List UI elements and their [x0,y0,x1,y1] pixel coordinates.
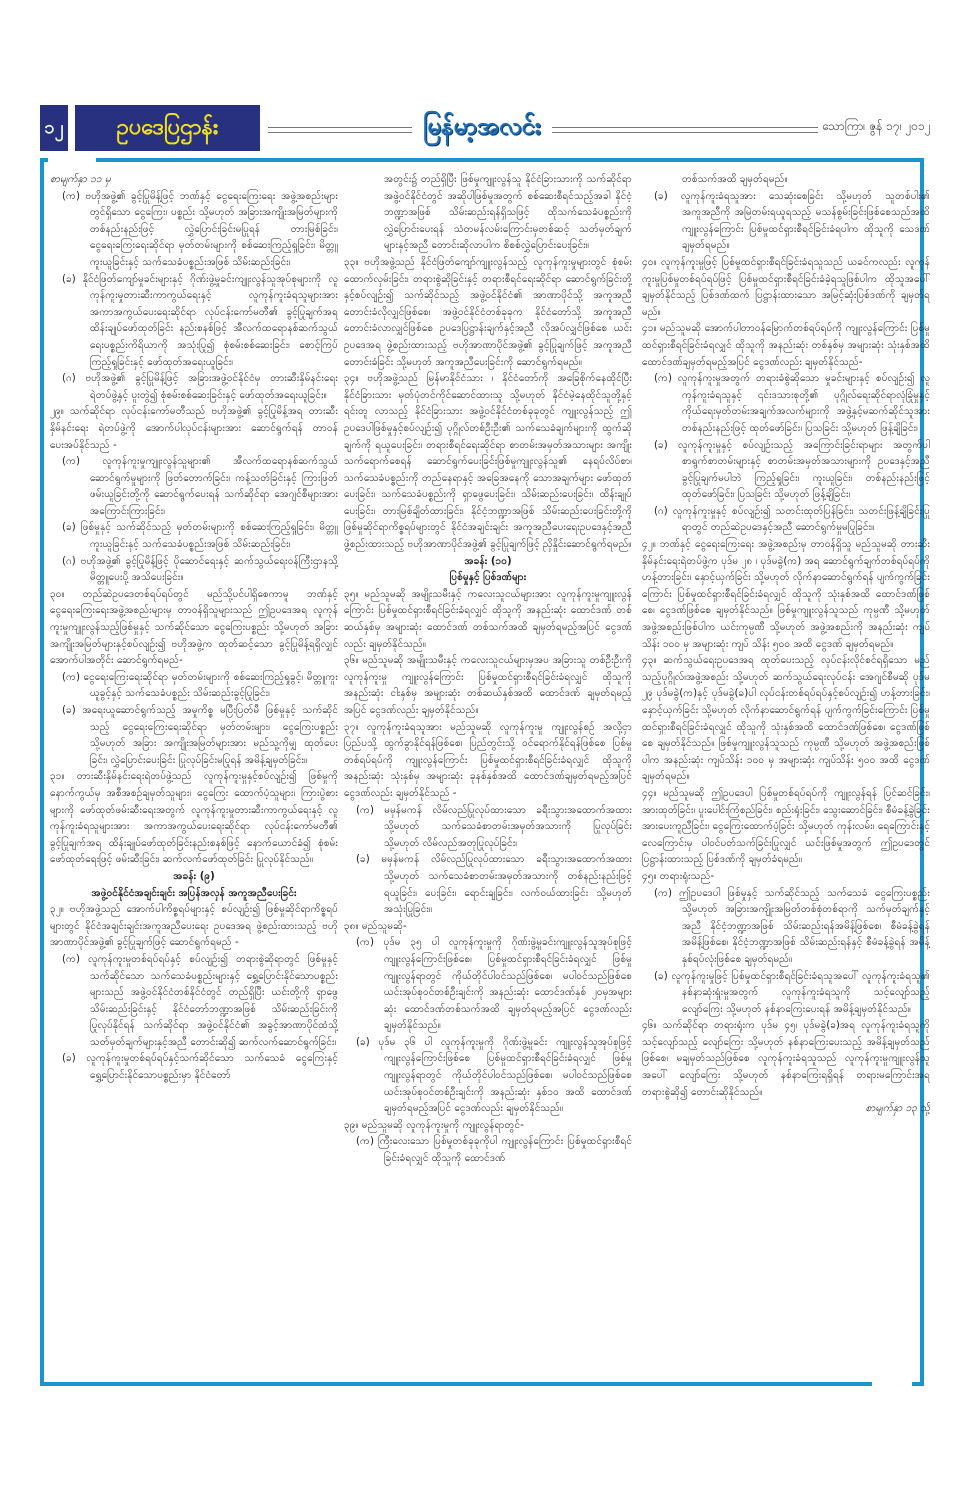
page-number: ၁၂ [40,105,68,151]
sub-clause: (ဂ) လူကုန်ကူးမှုနှင့် စပ်လျဉ်း၍ သတင်းထုတ်ပြန်ခြင်း၊ သတင်းဖြန့်ချိခြင်းပြုရာတွင် တည်ဆဲဥပဒေနှင့်အညီ ဆောင်ရွက်မှုမပြုခြင်း။ [654,505,930,534]
sub-clause: (ဂ) ဗဟိုအဖွဲ့၏ ခွင့်ပြုမိန့်ဖြင့် အခြားအဖွဲ့ဝင်နိုင်ငံမှ တားဆီးနှိမ်နင်းရေးရဲတပ်ဖွဲ့နှင့် ပူးတွဲ၍ စုံစမ်းစစ်ဆေးခြင်းနှင့် ဖော်ထုတ်အရေးယူခြင်း။ [62,373,338,401]
column-1 [50,172,338,1377]
masthead-logo: မြန်မာ့အလင်း [423,112,541,140]
sub-clause: (ခ) လူကုန်ကူးမှုဖြင့် ပြစ်မှုထင်ရှားစီရင်ခြင်းခံရသူအပေါ် လူကုန်ကူးခံရသူ၏ နစ်နာဆုံးရှုံးမှုအတွက် လူကုန်ကူးခံရသူကို သင့်လျော်သည့်လျော်ကြေး သို့မဟုတ် နစ်နာကြေးပေးရန် အမိန့်ချမှတ်နိုင်သည်။ [654,970,930,1015]
sub-clause: (ဂ) ဗဟိုအဖွဲ့၏ ခွင့်ပြုမိန့်ဖြင့် ပိုဆောင်ရေးနှင့် ဆက်သွယ်ရေးဝန်ကြီးဌာနသို့ မိတ္တူပေးပို့ အသိပေးခြင်း။ [62,555,338,584]
paragraph: ၃၀။ တည်ဆဲဥပဒေတစ်ရပ်ရပ်တွင် မည်သို့ပင်ပါရှိစေကာမူ ဘဏ်နှင့် ငွေရေးကြေးရေးအဖွဲ့အစည်းများမှ တာဝန်ရှိသူများသည် ဤဥပဒေအရ လူကုန်ကူးမှုကျူးလွန်သည့်ဖြစ်မှုနှင့် သက်ဆိုင်သော ငွေကြေးပစ္စည်း သို့မဟုတ် အခြားအကျိုးအမြတ်များနှင့်စပ်လျဉ်း၍ ဗဟိုအဖွဲ့က ထုတ်ဆင့်သော ခွင့်ပြုမိန့်ရရှိလျှင် အောက်ပါအတိုင်း ဆောင်ရွက်ရမည်- [50,588,338,667]
continued-to: စာမျက်နှာ ၁၃ သို့ [865,1103,930,1115]
sub-clause: (က) လူကုန်ကူးမှုကျူးလွန်သူများ၏ အီလက်ထရောနစ်ဆက်သွယ်ဆောင်ရွက်မှုများကို ဖြတ်တောက်ခြင်း၊ ကန့်သတ်ခြင်းနှင့် ကြားဖြတ်ဖမ်းယူခြင်းတို့ကို ဆောင်ရွက်ပေးရန် သက်ဆိုင်ရာ အေဂျင်စီများအား အကြောင်းကြားခြင်း၊ [62,456,338,517]
dateline: သောကြာ၊ ဇွန် ၁၇၊ ၂၀၁၂ [822,119,931,133]
paragraph: ၄၃။ ဆက်သွယ်ရေးဥပဒေအရ ထုတ်ပေးသည့် လုပ်ငန်းလိုင်စင်ရရှိသော မည်သည့်ပုဂ္ဂိုလ်၊အဖွဲ့အစည်း သို့မဟုတ် ဆက်သွယ်ရေးလုပ်ငန်း အေဂျင်စီမဆို ပုဒ်မ ၂၉ ပုဒ်မခွဲ(က)နှင့် ပုဒ်မခွဲ(ခ)ပါ လုပ်ငန်းတစ်ရပ်ရပ်နှင့်စပ်လျဉ်း၍ ဟန့်တားခြင်း၊ နှောင့်ယှက်ခြင်း သို့မဟုတ် လိုက်နာဆောင်ရွက်ရန် ပျက်ကွက်ခြင်းကြောင်း ပြစ်မှုထင်ရှားစီရင်ခြင်းခံရလျှင် ထိုသူကို သုံးနှစ်အထိ ထောင်ဒဏ်ဖြစ်စေ၊ ငွေဒဏ်ဖြစ်စေ ချမှတ်နိုင်သည်။ ဖြစ်မှုကျူးလွန်သူသည် ကုမ္ပဏီ သို့မဟုတ် အဖွဲ့အစည်းဖြစ်ပါက အနည်းဆုံး ကျပ်သိန်း ၁၀၀ မှ အများဆုံး ကျပ်သိန်း ၅၀၀ အထိ ငွေဒဏ်ချမှတ်ရမည်။ [642,655,930,783]
paragraph: ၃၃။ ဗဟိုအဖွဲ့သည် နိုင်ငံဖြတ်ကျော်ကျူးလွန်သည့် လူကုန်ကူးမှုများတွင် စုံစမ်းထောက်လှမ်းခြင်း၊ တရားစွဲဆိုခြင်းနှင့် တရားစီရင်ရေးဆိုင်ရာ ဆောင်ရွက်ခြင်းတို့နှင့်စပ်လျဉ်း၍ သက်ဆိုင်သည့် အဖွဲ့ဝင်နိုင်ငံ၏ အာဏာပိုင်သို့ အကူအညီတောင်းခံလိုလျှင်ဖြစ်စေ၊ အဖွဲ့ဝင်နိုင်ငံတစ်ခုခုက နိုင်ငံတော်သို့ အကူအညီတောင်းခံလာလျှင်ဖြစ်စေ ဥပဒေပြဋ္ဌာန်းချက်နှင့်အညီ လိုအပ်လျှင်ဖြစ်စေ ယင်းဥပဒေအရ ဖွဲ့စည်းထားသည့် ဗဟိုအာဏာပိုင်အဖွဲ့၏ ခွင့်ပြုချက်ဖြင့် အကူအညီ တောင်းခံခြင်း သို့မဟုတ် အကူအညီပေးခြင်းကို ဆောင်ရွက်ရမည်။ [344,256,632,368]
sub-clause: (ခ) လူကုန်ကူးခံရသူအား သေဆုံးစေခြင်း သို့မဟုတ် သူတစ်ပါး၏ အကူအညီကို အမြဲတမ်းရယူရသည့် မသန်စွမ်းခြင်းဖြစ်စေသည်အထိ ကျူးလွန်ကြောင်း ပြစ်မှုထင်ရှားစီရင်ခြင်းခံရပါက ထိုသူကို သေဒဏ်ချမှတ်ရမည်။ [654,190,930,252]
sub-clause: (ခ) ပုဒ်မ ၃၆ ပါ လူကုန်ကူးမှုကို ဂိုဏ်းဖွဲ့မှုခင်း ကျူးလွန်သူအုပ်စုဖြင့် ကျူးလွန်ကြောင်းဖြစ်စေ ပြစ်မှုထင်ရှားစီရင်ခြင်းခံရလျှင် ဖြစ်မှုကျူးလွန်ရာတွင် ကိုယ်တိုင်ပါဝင်သည်ဖြစ်စေ၊ မပါဝင်သည်ဖြစ်စေ ယင်းအုပ်စုဝင်တစ်ဦးချင်းကို အနည်းဆုံး နှစ်၁၀ အထိ ထောင်ဒဏ် ချမှတ်ရမည့်အပြင် ငွေဒဏ်လည်း ချမှတ်နိုင်သည်။ [356,1036,632,1115]
paragraph: ၃၅။ မည်သူမဆို အမျိုးသမီးနှင့် ကလေးသူငယ်များအား လူကုန်ကူးမှုကျူးလွန်ကြောင်း ပြစ်မှုထင်ရှားစီရင်ခြင်းခံရလျှင် ထိုသူကို အနည်းဆုံး ထောင်ဒဏ် တစ်ဆယ်နှစ်မှ အများဆုံး ထောင်ဒဏ် တစ်သက်အထိ ချမှတ်ရမည့်အပြင် ငွေဒဏ်လည်း ချမှတ်နိုင်သည်။ [344,588,632,650]
paragraph: ၃၆။ မည်သူမဆို အမျိုးသမီးနှင့် ကလေးသူငယ်များမှအပ အခြားသူ တစ်ဦးဦးကို လူကုန်ကူးမှု ကျူးလွန်ကြောင်း ပြစ်မှုထင်ရှားစီရင်ခြင်းခံရလျှင် ထိုသူကို အနည်းဆုံး ငါးနှစ်မှ အများဆုံး တစ်ဆယ်နှစ်အထိ ထောင်ဒဏ် ချမှတ်ရမည့်အပြင် ငွေဒဏ်လည်း ချမှတ်နိုင်သည်။ [344,655,632,716]
section-title: ဥပဒေပြဌာန်း [75,105,260,151]
sub-clause: (ခ) ဖြစ်မှုနှင့် သက်ဆိုင်သည့် မှတ်တမ်းများကို စစ်ဆေးကြည့်ရှုခြင်း၊ မိတ္တူကူးယူခြင်းနှင့် သက်သေခံပစ္စည်းအဖြစ် သိမ်းဆည်းခြင်း၊ [62,522,338,551]
sub-clause: (က) ဗဟိုအဖွဲ့၏ ခွင့်ပြုမိန့်ဖြင့် ဘဏ်နှင့် ငွေရေးကြေးရေး အဖွဲ့အစည်းများတွင်ရှိသော ငွေကြေး၊ ပစ္စည်း သို့မဟုတ် အခြားအကျိုးအမြတ်များကို တစ်နည်းနည်းဖြင့် လွှဲပြောင်းခြင်းမပြုရန် တားမြစ်ခြင်း၊ ငွေရေးကြေးရေးဆိုင်ရာ မှတ်တမ်းများကို စစ်ဆေးကြည့်ရှုခြင်း၊ မိတ္တူကူးယူခြင်းနှင့် သက်သေခံပစ္စည်းအဖြစ် သိမ်းဆည်းခြင်း၊ [62,190,338,268]
sub-clause: (ခ) နိုင်ငံဖြတ်ကျော်မှုခင်းများနှင့် ဂိုဏ်းဖွဲ့မှုခင်းကျူးလွန်သူအုပ်စုများကို လူကုန်ကူးမှုတားဆီးကာကွယ်ရေးနှင့် လူကုန်ကူးခံရသူများအား အကာအကွယ်ပေးရေးဆိုင်ရာ လုပ်ငန်းကော်မတီ၏ ခွင့်ပြုချက်အရ ထိန်းချုပ်ဖော်ထုတ်ခြင်း နည်းစနစ်ဖြင့် အီလက်ထရောနစ်ဆက်သွယ်ရေးပစ္စည်းကိရိယာကို အသုံးပြု၍ စုံစမ်းစစ်ဆေးခြင်း၊ စောင့်ကြပ်ကြည့်ရှုခြင်းနှင့် ဖော်ထုတ်အရေးယူခြင်း၊ [62,273,338,368]
sub-clause: (က) ပုဒ်မ ၃၅ ပါ လူကုန်ကူးမှုကို ဂိုဏ်းဖွဲ့မှုခင်းကျူးလွန်သူအုပ်စုဖြင့် ကျူးလွန်ကြောင်းဖြစ်စေ၊ ပြစ်မှုထင်ရှားစီရင်ခြင်းခံရလျှင် ဖြစ်မှုကျူးလွန်ရာတွင် ကိုယ်တိုင်ပါဝင်သည်ဖြစ်စေ၊ မပါဝင်သည်ဖြစ်စေ ယင်းအုပ်စုဝင်တစ်ဦးချင်းကို အနည်းဆုံး ထောင်ဒဏ်နှစ် ၂၀မှအများဆုံး ထောင်ဒဏ်တစ်သက်အထိ ချမှတ်ရမည့်အပြင် ငွေဒဏ်လည်း ချမှတ်နိုင်သည်။ [356,937,632,1032]
sub-clause: (ခ) မမှန်မကန် လိမ်လည်ပြုလုပ်ထားသော ခရီးသွားအထောက်အထား သို့မဟုတ် သက်သေခံစာတမ်းအမှတ်အသားကို တစ်နည်းနည်းဖြင့် ရယူခြင်း၊ ပေးခြင်း၊ ရောင်းချခြင်း၊ လက်ဝယ်ထားခြင်း သို့မဟုတ် အသုံးပြုခြင်း။ [356,854,632,916]
sub-clause: (က) မမှန်မကန် လိမ်လည်ပြုလုပ်ထားသော ခရီးသွားအထောက်အထား သို့မဟုတ် သက်သေခံစာတမ်းအမှတ်အသားကို ပြုလုပ်ခြင်း သို့မဟုတ် လိမ်လည်အတုပြုလုပ်ခြင်း၊ [356,804,632,849]
column-3 [642,172,930,1377]
frame-gap [48,154,96,164]
sub-clause: (ခ) အရေးယူဆောင်ရွက်သည့် အမှုကိစ္စ မပြီးပြတ်မီ ဖြစ်မှုနှင့် သက်ဆိုင်သည့် ငွေရေးကြေးရေးဆိုင်ရာ မှတ်တမ်းများ၊ ငွေကြေးပစ္စည်း သို့မဟုတ် အခြား အကျိုးအမြတ်များအား မည်သူ့ကိုမျှ ထုတ်ပေးခြင်း၊ လွှဲပြောင်းပေးခြင်း ပြုလုပ်ခြင်းမပြုရန် အမိန့်ချမှတ်ခြင်း။ [62,705,338,766]
paragraph: ၄၅။ တရားရုံးသည်- [642,870,715,882]
paragraph: ၃၂။ ဗဟိုအဖွဲ့သည် အောက်ပါကိစ္စရပ်များနှင့် စပ်လျဉ်း၍ ဖြစ်မှုဆိုင်ရာကိစ္စရပ်များတွင် နိုင်ငံအချင်းချင်းအကူအညီပေးရေး ဥပဒေအရ ဖွဲ့စည်းထားသည့် ဗဟိုအာဏာပိုင်အဖွဲ့၏ ခွင့်ပြုချက်ဖြင့် ဆောင်ရွက်ရမည် - [50,904,338,949]
header-rule-right [552,127,818,133]
paragraph: ၂၉။ သက်ဆိုင်ရာ လုပ်ငန်းကော်မတီသည် ဗဟိုအဖွဲ့၏ ခွင့်ပြုမိန့်အရ တားဆီးနှိမ်နင်းရေး ရဲတပ်ဖွဲ့ကို အောက်ပါလုပ်ငန်းများအား ဆောင်ရွက်ရန် တာဝန်ပေးအပ်နိုင်သည် - [50,406,338,451]
sub-clause: (က) ဤဥပဒေပါ ဖြစ်မှုနှင့် သက်ဆိုင်သည့် သက်သေခံ ငွေကြေးပစ္စည်း သို့မဟုတ် အခြားအကျိုးအမြတ်တစ်စုံတစ်ရာကို သက်မှတ်ချက်နှင့်အညီ နိုင်ငံ့ဘဏ္ဍာအဖြစ် သိမ်းဆည်းရန်အမိန့်ဖြစ်စေ၊ စီမံခန့်ခွဲရန်အမိန့်ဖြစ်စေ၊ နိုင်ငံ့ဘဏ္ဍာအဖြစ် သိမ်းဆည်းရန်နှင့် စီမံခန့်ခွဲရန် အမိန့်နှစ်ရပ်လုံးဖြစ်စေ ချမှတ်ရမည်။ [654,887,930,965]
paragraph: ၃၉။ မည်သူမဆို လူကုန်ကူးမှုကို ကျူးလွန်ရာတွင်- [344,1119,524,1131]
paragraph-continued: အတွင်း၌ တည်ရှိပြီး ဖြစ်မှုကျူးလွန်သူ နိုင်ငံခြားသားကို သက်ဆိုင်ရာ အဖွဲ့ဝင်နိုင်ငံတွင် အဆိုပါဖြစ်မှုအတွက် စစ်ဆေးစီရင်သည့်အခါ နိုင်ငံ့ဘဏ္ဍာအဖြစ် သိမ်းဆည်းရန်ရှိသဖြင့် ထိုသက်သေခံပစ္စည်းကို လွှဲပြောင်းပေးရန် သံတမန်လမ်းကြောင်းမှတစ်ဆင့် သတ်မှတ်ချက်များနှင့်အညီ တောင်းဆိုလာပါက စိစစ်လွှဲပြောင်းပေးခြင်း။ [384,174,632,252]
paragraph: ၄၆။ သက်ဆိုင်ရာ တရားရုံးက ပုဒ်မ ၄၅၊ ပုဒ်မခွဲ(ခ)အရ လူကုန်ကူးခံရသူကို သင့်လျော်သည့် လျော်ကြေး သို့မဟုတ် နစ်နာကြေးပေးသည့် အမိန့်ချမှတ်သည်ဖြစ်စေ၊ မချမှတ်သည်ဖြစ်စေ လူကုန်ကူးခံရသူသည် လူကုန်ကူးမှုကျူးလွန်သူအပေါ် လျော်ကြေး သို့မဟုတ် နစ်နာကြေးရရှိရန် တရားမကြောင်းအရ တရားစွဲဆို၍ တောင်းဆိုနိုင်သည်။ [642,1020,930,1098]
paragraph-continued: တစ်သက်အထိ ချမှတ်ရမည်။ [682,174,788,185]
paragraph: ၄၂။ ဘဏ်နှင့် ငွေရေးကြေးရေး အဖွဲ့အစည်းမှ တာဝန်ရှိသူ မည်သူမဆို တားဆီးနှိမ်နင်းရေးရဲတပ်ဖွဲ့က ပုဒ်မ ၂၈ ၊ ပုဒ်မခွဲ(က) အရ ဆောင်ရွက်ချက်တစ်ရပ်ရပ်ကို ဟန့်တားခြင်း၊ နှောင့်ယှက်ခြင်း သို့မဟုတ် လိုက်နာဆောင်ရွက်ရန် ပျက်ကွက်ခြင်းကြောင်း ပြစ်မှုထင်ရှားစီရင်ခြင်းခံရလျှင် ထိုသူကို သုံးနှစ်အထိ ထောင်ဒဏ်ဖြစ်စေ၊ ငွေဒဏ်ဖြစ်စေ ချမှတ်နိုင်သည်။ ဖြစ်မှုကျူးလွန်သူသည် ကုမ္ပဏီ သို့မဟုတ် အဖွဲ့အစည်းဖြစ်ပါက ယင်းကုမ္ပဏီ သို့မဟုတ် အဖွဲ့အစည်းကို အနည်းဆုံး ကျပ် သိန်း ၁၀၀ မှ အများဆုံး ကျပ် သိန်း ၅၀၀ အထိ ငွေဒဏ် ချမှတ်ရမည်။ [642,539,930,650]
sub-clause: (က) လူကုန်ကူးမှုတစ်ရပ်ရပ်နှင့် စပ်လျဉ်း၍ တရားစွဲဆိုရာတွင် ဖြစ်မှုနှင့်သက်ဆိုင်သော သက်သေခံပစ္စည်းများနှင့် ရွှေ့ပြောင်းနိုင်သောပစ္စည်းများသည် အဖွဲ့ဝင်နိုင်ငံတစ်နိုင်ငံတွင် တည်ရှိပြီး ယင်းတို့ကို ရှာဖွေသိမ်းဆည်းခြင်းနှင့် နိုင်ငံတော်ဘဏ္ဍာအဖြစ် သိမ်းဆည်းခြင်းကို ပြုလုပ်နိုင်ရန် သက်ဆိုင်ရာ အဖွဲ့ဝင်နိုင်ငံ၏ အခွင့်အာဏာပိုင်ထံသို့ သတ်မှတ်ချက်များနှင့်အညီ တောင်းဆို၍ ဆက်လက်ဆောင်ရွက်ခြင်း၊ [62,953,338,1048]
sub-clause: (ခ) လူကုန်ကူးမှုတစ်ရပ်ရပ်နှင့်သက်ဆိုင်သော သက်သေခံ ငွေကြေးနှင့် ရွှေ့ပြောင်းနိုင်သောပစ္စည်းမှာ နိုင်ငံတော် [62,1053,338,1082]
paragraph: ၄၄။ မည်သူမဆို ဤဥပဒေပါ ပြစ်မှုတစ်ရပ်ရပ်ကို ကျူးလွန်ရန် ပြင်ဆင်ခြင်း၊ အားထုတ်ခြင်း၊ ပူးပေါင်းကြံစည်ခြင်း၊ စည်းရုံးခြင်း၊ သွေးဆောင်ခြင်း၊ စီမံခန့်ခွဲခြင်းအားပေးကူညီခြင်း၊ ငွေကြေးထောက်ပံ့ခြင်း သို့မဟုတ် ကုန်းလမ်း၊ ရေကြောင်းနှင့် လေကြောင်းမှ ပါဝင်ပတ်သက်ခြင်းပြုလျှင် ယင်းဖြစ်မှုအတွက် ဤဥပဒေတွင် ပြဋ္ဌာန်းထားသည့် ပြစ်ဒဏ်ကို ချမှတ်ခံရမည်။ [642,787,930,866]
paragraph: ၄၁။ မည်သူမဆို အောက်ပါတာဝန်မြောက်တစ်ရပ်ရပ်ကို ကျူးလွန်ကြောင်း ပြစ်မှုထင်ရှားစီရင်ခြင်းခံရလျှင် ထိုသူကို အနည်းဆုံး တစ်နှစ်မှ အများဆုံး သုံးနှစ်အထိ ထောင်ဒဏ်ချမှတ်ရမည့်အပြင် ငွေဒဏ်လည်း ချမှတ်နိုင်သည်- [642,323,930,368]
section-heading: အဖွဲ့ဝင်နိုင်ငံအချင်းချင်း အပြန်အလှန် အကူအညီပေးခြင်း [91,887,297,899]
sub-clause: (က) လူကုန်ကူးမှုအတွက် တရားခံစွဲဆိုသော မှုခင်းများနှင့် စပ်လျဉ်း၍ လူကုန်ကူးခံရသူနှင့် ၎င်းဒသားစုတို့၏ ပုဂ္ဂိုလ်ရေးဆိုင်ရာလုံခြုံမှုနှင့် ကိုယ်ရေးမှတ်တမ်းအချက်အလက်များကို အဖွဲ့နှင့်မဆက်ဆိုင်သူအား တစ်နည်းနည်းဖြင့် ထုတ်ဖော်ခြင်း၊ ပြသခြင်း သို့မဟုတ် ဖြန့်ချိခြင်း၊ [654,373,930,434]
section-heading: ပြစ်မှုနှင့် ပြစ်ဒဏ်များ [449,572,527,584]
frame-gap [872,1380,912,1390]
sub-clause: (က) ကြီးလေးသော ပြစ်မှုတစ်ခုခုကိုပါ ကျူးလွန်ကြောင်း ပြစ်မှုထင်ရှားစီရင်ခြင်းခံရလျှင် ထိုသူကို ထောင်ဒဏ် [356,1136,632,1165]
paragraph: ၃၄။ ဗဟိုအဖွဲ့သည် မြန်မာနိုင်ငံသား ၊ နိုင်ငံတော်ကို အခြေစိုက်နေထိုင်ပြီး နိုင်ငံခြားသား မှတ်ပုံတင်ကိုင်ဆောင်ထားသူ သို့မဟုတ် နိုင်ငံမဲ့နေထိုင်သူတို့နှင့်ရင်းတူ လာသည့် နိုင်ငံခြားသား အဖွဲ့ဝင်နိုင်ငံတစ်ခုခုတွင် ကျူးလွန်သည့် ဤဥပဒေပါဖြစ်မှုနှင့်စပ်လျဉ်း၍ ပုဂ္ဂိုလ်တစ်ဦးဦး၏ သက်သေခံချက်များကို ထွက်ဆိုချက်ကို ရယူပေးခြင်း၊ တရားစီရင်ရေးဆိုင်ရာ စာတမ်းအမှတ်အသားများ အကျိုးသက်ရောက်စေရန် ဆောင်ရွက်ပေးခြင်းဖြစ်မှုကျူးလွန်သူ၏ နေရပ်လိပ်စာ၊ သက်သေခံပစ္စည်းကို တည်နေရာနှင့် အခြေအနေကို သောအချက်များ ဖော်ထုတ်ပေးခြင်း၊ သက်သေခံပစ္စည်းကို ရှာဖွေပေးခြင်း၊ သိမ်းဆည်းပေးခြင်း၊ ထိန်းချုပ်ပေးခြင်း၊ တားမြစ်ချိတ်ထားခြင်း၊ နိုင်ငံ့ဘဏ္ဍာအဖြစ် သိမ်းဆည်းပေးခြင်းတို့ကို ဖြစ်မှုဆိုင်ရာကိစ္စရပ်များတွင် နိုင်ငံအချင်းချင်း အကူအညီပေးရေးဥပဒေနှင့်အညီ ဖွဲ့စည်းထားသည့် ဗဟိုအာဏာပိုင်အဖွဲ့၏ ခွင့်ပြုချက်ဖြင့် ညှိနှိုင်းဆောင်ရွက်ရမည်။ [344,373,632,551]
section-heading: အခန်း (၉) [173,870,215,882]
continued-from: စာမျက်နှာ ၁၁ မှ [50,174,111,185]
header-rule-left [268,127,412,133]
sub-clause: (ခ) လူကုန်ကူးမှုနှင့် စပ်လျဉ်းသည့် အကြောင်းခြင်းရာများ အတွက်ပါ စာရွက်စာတမ်းများနှင့် စာတမ်းအမှတ်အသားများကို ဥပဒေနှင့်အညီ ခွင့်ပြုချက်မပါဘဲ ကြည့်ရှုခြင်း၊ ကူးယူခြင်း၊ တစ်နည်းနည်းဖြင့် ထုတ်ဖော်ခြင်း၊ ပြသခြင်း သို့မဟုတ် ဖြန့်ချိခြင်း၊ [654,439,930,501]
sub-clause: (က) ငွေရေးကြေးရေးဆိုင်ရာ မှတ်တမ်းများကို စစ်ဆေးကြည့်ရှုခွင့်၊ မိတ္တူကူးယူခွင့်နှင့် သက်သေခံပစ္စည်း သိမ်းဆည်းခွင့်ပြုခြင်း၊ [62,671,338,700]
paragraph: ၃၇။ လူကုန်ကူးခံရသူအား မည်သူမဆို လူကုန်ကူးမှု ကျူးလွန်စဉ် အလို့ငှာ ပြည်ပသို့ ထွက်ခွာနိုင်ရန်ဖြစ်စေ၊ ပြည်တွင်းသို့ ဝင်ရောက်နိုင်ရန်ဖြစ်စေ ပြစ်မှုတစ်ရပ်ရပ်ကို ကျူးလွန်ကြောင်း ပြစ်မှုထင်ရှားစီရင်ခြင်းခံရလျှင် ထိုသူကို အနည်းဆုံး သုံးနှစ်မှ အများဆုံး ခုနစ်နှစ်အထိ ထောင်ဒဏ်ချမှတ်ရမည့်အပြင် ငွေဒဏ်လည်း ချမှတ်နိုင်သည် - [344,721,632,799]
column-2 [344,172,632,1377]
paragraph: ၄၀။ လူကုန်ကူးမှုဖြင့် ပြစ်မှုထင်ရှားစီရင်ခြင်းခံရသူသည် ယခင်ကလည်း လူကုန်ကူးမှုပြစ်မှုတစ်ရပ်ရပ်ဖြင့် ပြစ်မှုထင်ရှားစီရင်ခြင်းခံခဲ့ရသူဖြစ်ပါက ထိုသူအပေါ် ချမှတ်နိုင်သည့် ပြစ်ဒဏ်ထက် ပြဋ္ဌာန်းထားသော အမြင့်ဆုံးပြစ်ဒဏ်ကို ချမှတ်ရမည်။ [642,256,930,318]
paragraph: ၃၈။ မည်သူမဆို- [344,920,407,932]
section-heading: အခန်း (၁၀) [464,555,512,567]
paragraph: ၃၁။ တားဆီးနှိမ်နင်းရေးရဲတပ်ဖွဲ့သည် လူကုန်ကူးမှုနှင့်စပ်လျဉ်း၍ ဖြစ်မှုကို နောက်ကွယ်မှ အစီအစဉ်ချမှတ်သူများ၊ ငွေကြေး ထောက်ပံ့သူများ၊ ကြားပွဲစားများကို ဖော်ထုတ်ဖမ်းဆီးရေးအတွက် လူကုန်ကူးမှုတားဆီးကာကွယ်ရေးနှင့် လူကုန်ကူးခံရသူများအား အကာအကွယ်ပေးရေးဆိုင်ရာ လုပ်ငန်းကော်မတီ၏ ခွင့်ပြုချက်အရ ထိန်းချုပ်ဖော်ထုတ်ခြင်းနည်းစနစ်ဖြင့် နောက်ယောင်ခံ၍ စုံစမ်းဖော်ထုတ်ရေးဖြင့် ဖမ်းဆီးခြင်း၊ ဆက်လက်ဖော်ထုတ်ခြင်း ပြုလုပ်နိုင်သည်။ [50,771,338,866]
